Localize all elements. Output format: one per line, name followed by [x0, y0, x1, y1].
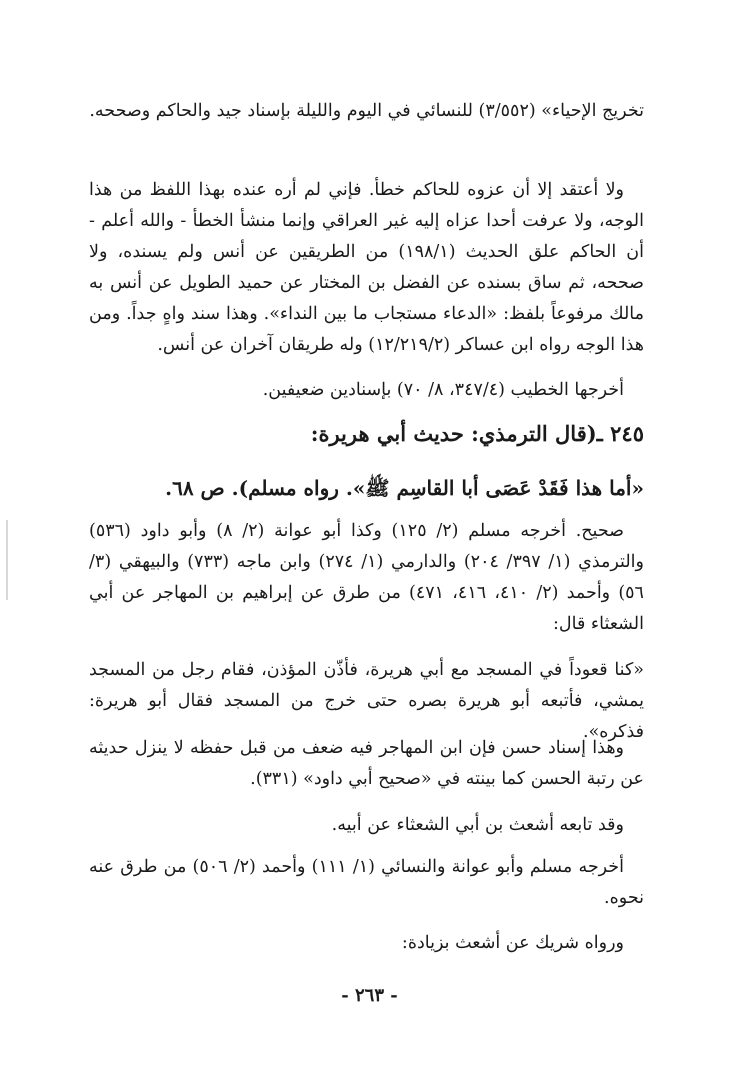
paragraph-narration-quote: «كنا قعوداً في المسجد مع أبي هريرة، فأذّن المؤذن، فقام رجل من المسجد يمشي، فأتبعه أبو هريرة بصره حتى خرج من المسجد فقال أبو هريرة: فذكره».: [89, 660, 644, 742]
paragraph-khatib: أخرجها الخطيب (٣٤٧/٤، ٨/ ٧٠) بإسنادين ضعيفين.: [262, 380, 624, 400]
paragraph-hakim-error: ولا أعتقد إلا أن عزوه للحاكم خطأ. فإني لم أره عنده بهذا اللفظ من هذا الوجه، ولا عرفت أحدا عزاه إليه غير العراقي وإنما منشأ الخطأ - والله أعلم - أن الحاكم علق الحديث (١٩٨/١) من الطريقين عن أنس ولم يسنده، ولا صححه، ثم ساق بسنده عن الفضل بن المختار عن حميد الطويل عن أنس به مالك مرفوعاً بلفظ: «الدعاء مستجاب ما بين النداء». وهذا سند واهٍ جداً. ومن هذا الوجه رواه ابن عساكر (١٢/٢١٩/٢) وله طريقان آخران عن أنس.: [89, 180, 644, 355]
paragraph-takhrij-ihya: تخريج الإحياء» (٣/٥٥٢) للنسائي في اليوم والليلة بإسناد جيد والحاكم وصححه.: [89, 101, 644, 121]
page-number: - ٢٦٣ -: [341, 985, 398, 1006]
paragraph-sharik: ورواه شريك عن أشعث بزيادة:: [401, 933, 624, 953]
margin-scan-mark: [6, 520, 8, 600]
paragraph-ashath-follow: وقد تابعه أشعث بن أبي الشعثاء عن أبيه.: [331, 815, 624, 835]
hadith-heading-245: ٢٤٥ ـ(قال الترمذي: حديث أبي هريرة:: [310, 421, 644, 446]
hadith-text: «أما هذا فَقَدْ عَصَى أبا القاسِم ﷺ». رواه مسلم). ص ٦٨.: [165, 476, 644, 500]
paragraph-isnad-hasan: وهذا إسناد حسن فإن ابن المهاجر فيه ضعف من قبل حفظه لا ينزل حديثه عن رتبة الحسن كما بينته في «صحيح أبي داود» (٣٣١).: [89, 738, 644, 789]
paragraph-muslim-takhrij: أخرجه مسلم وأبو عوانة والنسائي (١/ ١١١) وأحمد (٢/ ٥٠٦) من طرق عنه نحوه.: [89, 857, 644, 908]
paragraph-sahih-takhrij: صحيح. أخرجه مسلم (٢/ ١٢٥) وكذا أبو عوانة (٢/ ٨) وأبو داود (٥٣٦) والترمذي (١/ ٣٩٧/ ٢٠٤) والدارمي (١/ ٢٧٤) وابن ماجه (٧٣٣) والبيهقي (٣/ ٥٦) وأحمد (٢/ ٤١٠، ٤١٦، ٤٧١) من طرق عن إبراهيم بن المهاجر عن أبي الشعثاء قال:: [89, 521, 644, 634]
